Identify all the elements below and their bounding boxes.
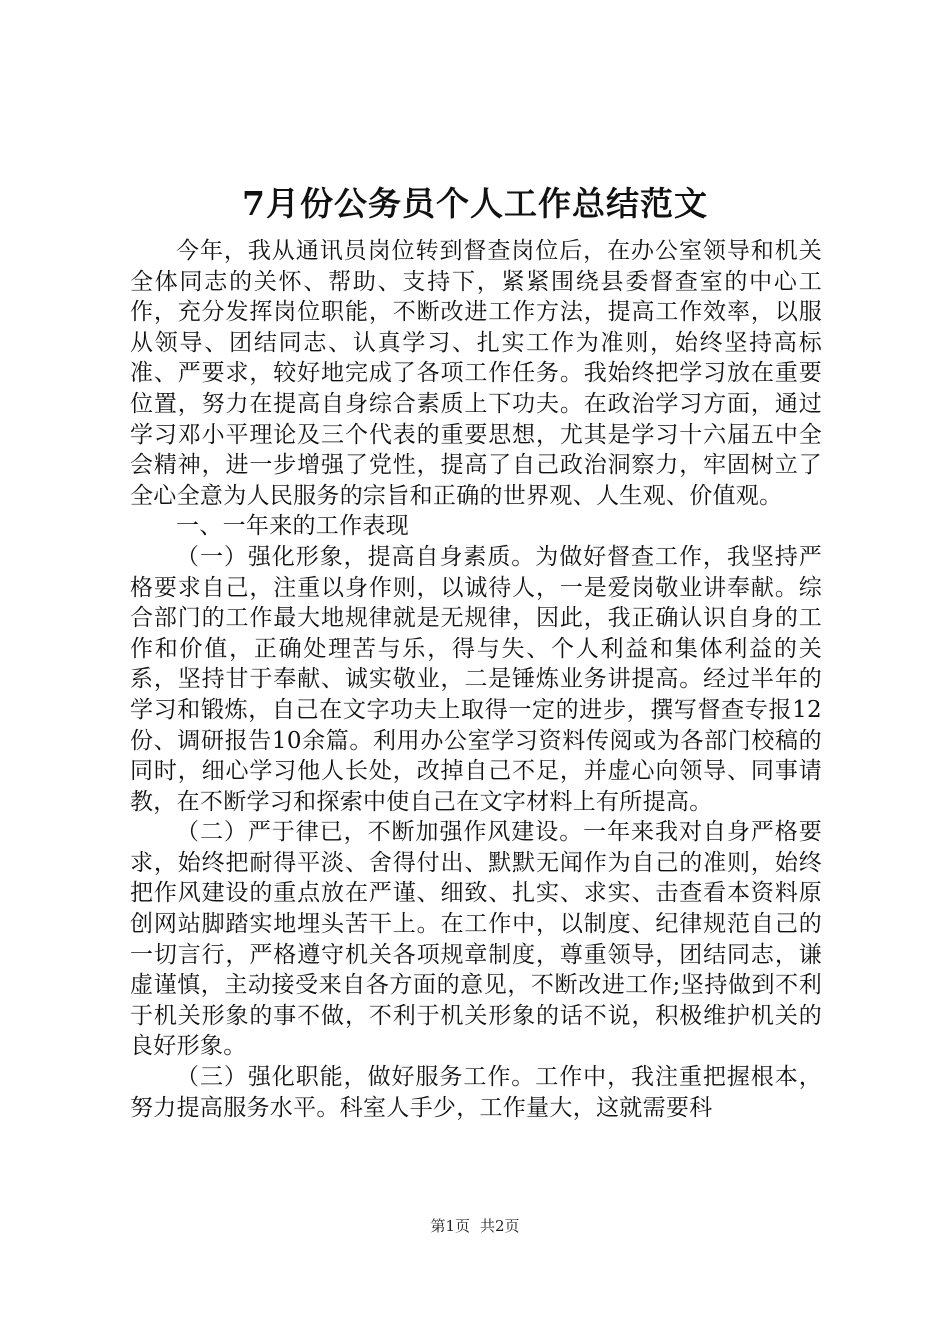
paragraph-item-1: （一）强化形象，提高自身素质。为做好督查工作，我坚持严格要求自己，注重以身作则，以诚待人，一是爱岗敬业讲奉献。综合部门的工作最大地规律就是无规律，因此，我正确认识自身的工作和价值，正确处理苦与乐，得与失、个人利益和集体利益的关系，坚持甘于奉献、诚实敬业，二是锤炼业务讲提高。经过半年的学习和锻炼，自己在文字功夫上取得一定的进步，撰写督查专报12份、调研报告10余篇。利用办公室学习资料传阅或为各部门校稿的同时，细心学习他人长处，改掉自己不足，并虚心向领导、同事请教，在不断学习和探索中使自己在文字材料上有所提高。 xyxy=(130,543,822,815)
section-heading: 一、一年来的工作表现 xyxy=(176,513,409,540)
paragraph-item-2: （二）严于律已，不断加强作风建设。一年来我对自身严格要求，始终把耐得平淡、舍得付出、默默无闻作为自己的准则，始终把作风建设的重点放在严谨、细致、扎实、求实、击查看本资料原创网站脚踏实地埋头苦干上。在工作中，以制度、纪律规范自己的一切言行，严格遵守机关各项规章制度，尊重领导，团结同志，谦虚谨慎，主动接受来自各方面的意见，不断改进工作;坚持做到不利于机关形象的事不做，不利于机关形象的话不说，积极维护机关的良好形象。 xyxy=(130,819,822,1060)
paragraph-item-3: （三）强化职能，做好服务工作。工作中，我注重把握根本，努力提高服务水平。科室人手少，工作量大，这就需要科 xyxy=(130,1064,822,1121)
page-total: 共2页 xyxy=(480,1217,520,1235)
page-number: 第1页 xyxy=(430,1217,470,1235)
document-body xyxy=(130,236,822,1123)
document-title: 7月份公务员个人工作总结范文 xyxy=(242,184,708,223)
page-footer xyxy=(0,1216,950,1236)
paragraph-intro: 今年，我从通讯员岗位转到督查岗位后，在办公室领导和机关全体同志的关怀、帮助、支持下，紧紧围绕县委督查室的中心工作，充分发挥岗位职能，不断改进工作方法，提高工作效率，以服从领导、团结同志、认真学习、扎实工作为准则，始终坚持高标准、严要求，较好地完成了各项工作任务。我始终把学习放在重要位置，努力在提高自身综合素质上下功夫。在政治学习方面，通过学习邓小平理论及三个代表的重要思想，尤其是学习十六届五中全会精神，进一步增强了党性，提高了自己政治洞察力，牢固树立了全心全意为人民服务的宗旨和正确的世界观、人生观、价值观。 xyxy=(130,238,822,509)
